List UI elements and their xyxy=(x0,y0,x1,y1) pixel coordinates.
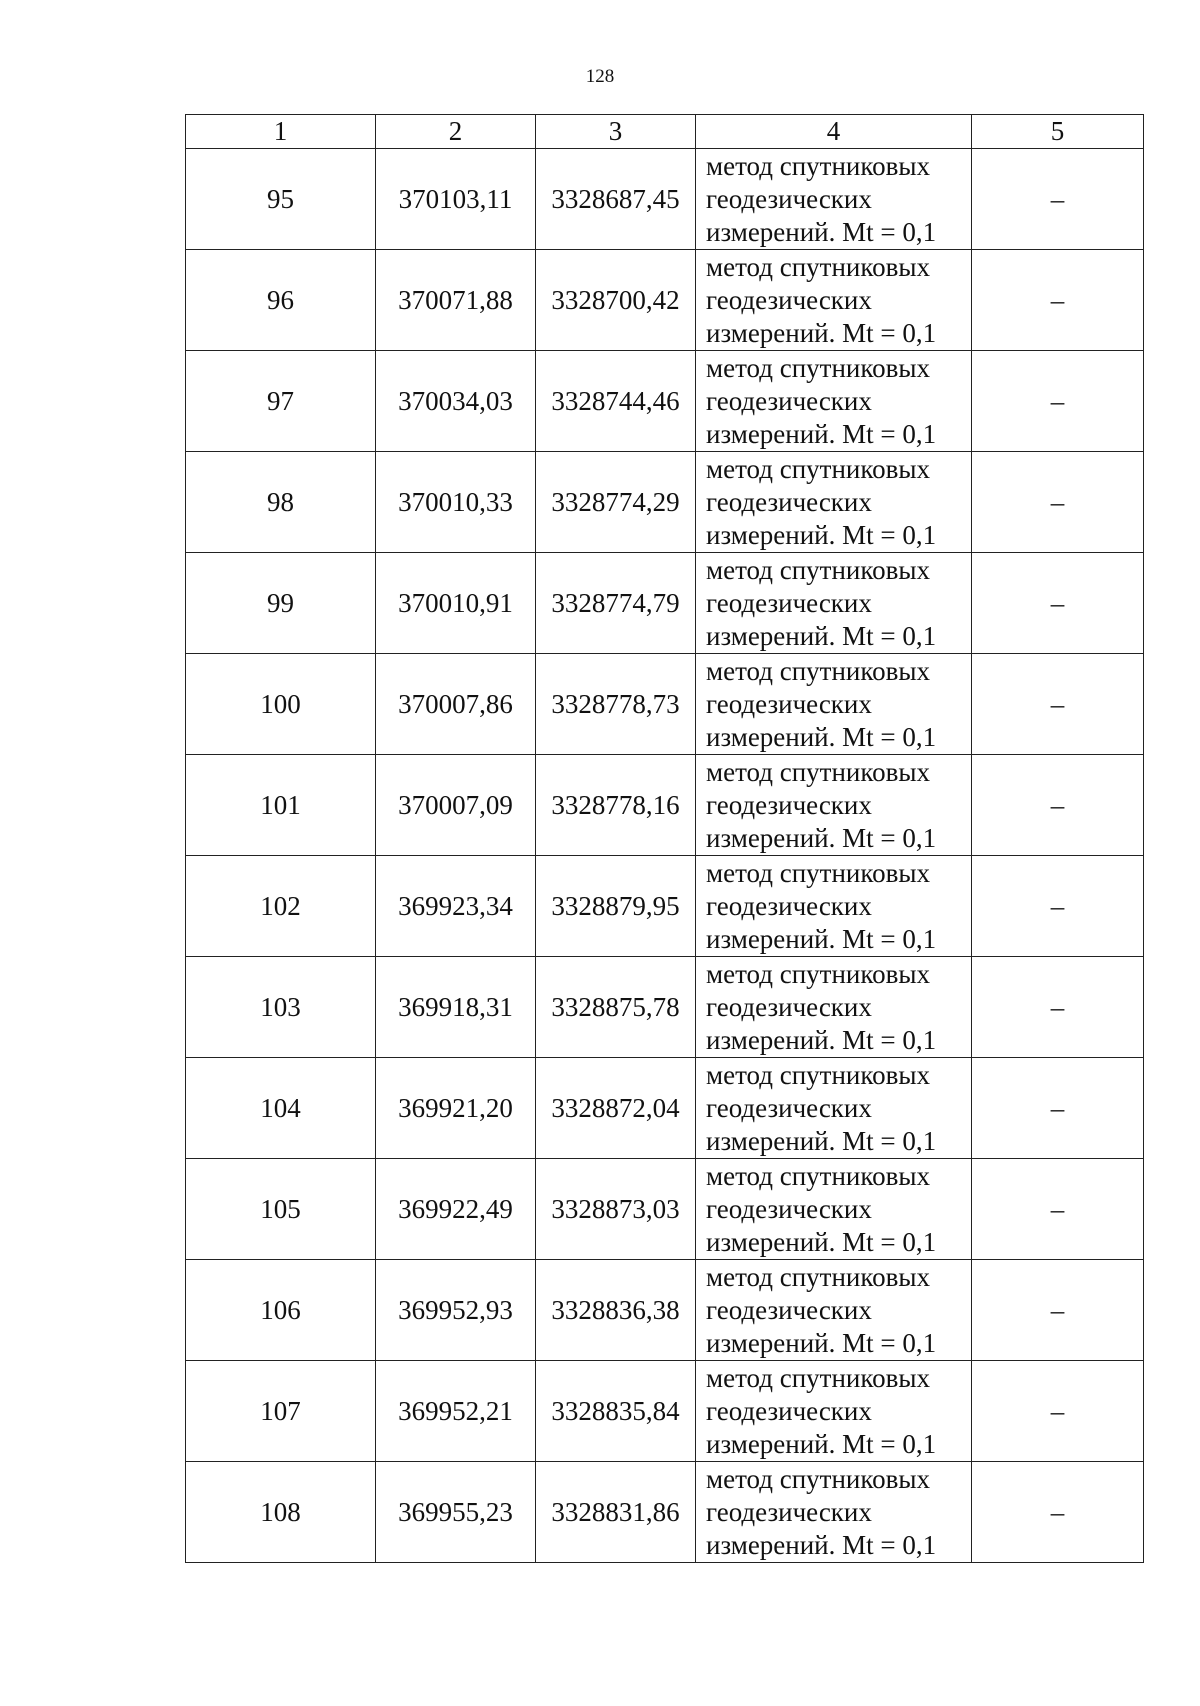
point-number-cell: 103 xyxy=(186,957,376,1058)
method-line: геодезических xyxy=(706,789,872,820)
method-line: геодезических xyxy=(706,587,872,618)
method-line: метод спутниковых xyxy=(706,1463,930,1494)
coordinate-y-cell: 3328875,78 xyxy=(536,957,696,1058)
method-line: измерений. Mt = 0,1 xyxy=(706,1125,937,1156)
method-line: метод спутниковых xyxy=(706,655,930,686)
method-cell xyxy=(696,452,972,553)
coordinate-y-cell: 3328872,04 xyxy=(536,1058,696,1159)
method-text xyxy=(706,1059,971,1158)
note-cell: – xyxy=(972,1058,1144,1159)
method-line: измерений. Mt = 0,1 xyxy=(706,620,937,651)
note-cell: – xyxy=(972,553,1144,654)
method-line: измерений. Mt = 0,1 xyxy=(706,1226,937,1257)
point-number-cell: 106 xyxy=(186,1260,376,1361)
method-cell xyxy=(696,351,972,452)
note-cell: – xyxy=(972,1260,1144,1361)
point-number-cell: 95 xyxy=(186,149,376,250)
method-text xyxy=(706,150,971,249)
method-line: метод спутниковых xyxy=(706,857,930,888)
point-number-cell: 96 xyxy=(186,250,376,351)
coordinate-y-cell: 3328778,16 xyxy=(536,755,696,856)
method-line: измерений. Mt = 0,1 xyxy=(706,822,937,853)
coordinate-y-cell: 3328700,42 xyxy=(536,250,696,351)
table-row xyxy=(186,957,1144,1058)
coordinate-x-cell: 370010,33 xyxy=(376,452,536,553)
method-line: измерений. Mt = 0,1 xyxy=(706,418,937,449)
method-line: метод спутниковых xyxy=(706,150,930,181)
method-line: геодезических xyxy=(706,688,872,719)
method-line: метод спутниковых xyxy=(706,352,930,383)
table-row xyxy=(186,1058,1144,1159)
method-line: геодезических xyxy=(706,1496,872,1527)
point-number-cell: 97 xyxy=(186,351,376,452)
note-cell: – xyxy=(972,1462,1144,1563)
method-cell xyxy=(696,755,972,856)
method-cell xyxy=(696,1462,972,1563)
method-line: геодезических xyxy=(706,284,872,315)
table-row xyxy=(186,149,1144,250)
note-cell: – xyxy=(972,957,1144,1058)
method-line: метод спутниковых xyxy=(706,756,930,787)
coordinate-y-cell: 3328774,29 xyxy=(536,452,696,553)
method-cell xyxy=(696,1159,972,1260)
table-row xyxy=(186,250,1144,351)
table-row xyxy=(186,1462,1144,1563)
point-number-cell: 104 xyxy=(186,1058,376,1159)
coordinate-y-cell: 3328778,73 xyxy=(536,654,696,755)
column-header-5: 5 xyxy=(972,115,1144,149)
method-text xyxy=(706,1463,971,1562)
coordinate-y-cell: 3328831,86 xyxy=(536,1462,696,1563)
table-row xyxy=(186,1159,1144,1260)
coordinate-y-cell: 3328836,38 xyxy=(536,1260,696,1361)
coordinate-y-cell: 3328879,95 xyxy=(536,856,696,957)
note-cell: – xyxy=(972,149,1144,250)
method-line: геодезических xyxy=(706,890,872,921)
note-cell: – xyxy=(972,856,1144,957)
method-line: метод спутниковых xyxy=(706,958,930,989)
coordinate-x-cell: 370007,09 xyxy=(376,755,536,856)
method-line: измерений. Mt = 0,1 xyxy=(706,317,937,348)
coordinate-y-cell: 3328744,46 xyxy=(536,351,696,452)
table-row xyxy=(186,856,1144,957)
note-cell: – xyxy=(972,452,1144,553)
method-line: геодезических xyxy=(706,991,872,1022)
note-cell: – xyxy=(972,755,1144,856)
method-line: геодезических xyxy=(706,1092,872,1123)
column-header-2: 2 xyxy=(376,115,536,149)
point-number-cell: 100 xyxy=(186,654,376,755)
coordinate-x-cell: 370103,11 xyxy=(376,149,536,250)
coordinate-x-cell: 369921,20 xyxy=(376,1058,536,1159)
method-text xyxy=(706,251,971,350)
coordinate-x-cell: 370071,88 xyxy=(376,250,536,351)
method-line: метод спутниковых xyxy=(706,554,930,585)
coordinate-x-cell: 369918,31 xyxy=(376,957,536,1058)
method-cell xyxy=(696,1361,972,1462)
point-number-cell: 105 xyxy=(186,1159,376,1260)
method-line: метод спутниковых xyxy=(706,453,930,484)
method-line: измерений. Mt = 0,1 xyxy=(706,1529,937,1560)
method-line: геодезических xyxy=(706,183,872,214)
method-cell xyxy=(696,1260,972,1361)
method-cell xyxy=(696,1058,972,1159)
method-line: метод спутниковых xyxy=(706,1261,930,1292)
method-text xyxy=(706,655,971,754)
coordinates-table xyxy=(185,114,1144,1563)
table-row xyxy=(186,553,1144,654)
method-line: геодезических xyxy=(706,1294,872,1325)
point-number-cell: 101 xyxy=(186,755,376,856)
point-number-cell: 102 xyxy=(186,856,376,957)
coordinate-x-cell: 370007,86 xyxy=(376,654,536,755)
method-cell xyxy=(696,654,972,755)
table-row xyxy=(186,452,1144,553)
column-header-4: 4 xyxy=(696,115,972,149)
method-text xyxy=(706,958,971,1057)
method-line: метод спутниковых xyxy=(706,1059,930,1090)
coordinate-x-cell: 369923,34 xyxy=(376,856,536,957)
method-line: метод спутниковых xyxy=(706,1362,930,1393)
coordinate-x-cell: 369955,23 xyxy=(376,1462,536,1563)
method-cell xyxy=(696,553,972,654)
method-text xyxy=(706,756,971,855)
coordinate-x-cell: 370010,91 xyxy=(376,553,536,654)
page-number: 128 xyxy=(585,66,615,87)
method-text xyxy=(706,453,971,552)
method-line: геодезических xyxy=(706,1395,872,1426)
column-header-3: 3 xyxy=(536,115,696,149)
method-line: измерений. Mt = 0,1 xyxy=(706,519,937,550)
method-line: измерений. Mt = 0,1 xyxy=(706,1024,937,1055)
table-row xyxy=(186,654,1144,755)
note-cell: – xyxy=(972,1159,1144,1260)
table-row xyxy=(186,351,1144,452)
table-body xyxy=(186,149,1144,1563)
coordinate-x-cell: 369952,93 xyxy=(376,1260,536,1361)
method-text xyxy=(706,1261,971,1360)
table-row xyxy=(186,1260,1144,1361)
table-header-row xyxy=(186,115,1144,149)
note-cell: – xyxy=(972,351,1144,452)
coordinate-y-cell: 3328835,84 xyxy=(536,1361,696,1462)
note-cell: – xyxy=(972,250,1144,351)
point-number-cell: 99 xyxy=(186,553,376,654)
coordinate-x-cell: 369952,21 xyxy=(376,1361,536,1462)
method-line: метод спутниковых xyxy=(706,1160,930,1191)
note-cell: – xyxy=(972,654,1144,755)
method-cell xyxy=(696,149,972,250)
method-text xyxy=(706,1362,971,1461)
table-row xyxy=(186,755,1144,856)
method-cell xyxy=(696,250,972,351)
method-line: измерений. Mt = 0,1 xyxy=(706,923,937,954)
method-text xyxy=(706,857,971,956)
method-line: измерений. Mt = 0,1 xyxy=(706,1428,937,1459)
coordinate-x-cell: 370034,03 xyxy=(376,351,536,452)
method-cell xyxy=(696,957,972,1058)
method-text xyxy=(706,1160,971,1259)
method-line: геодезических xyxy=(706,385,872,416)
method-text xyxy=(706,352,971,451)
method-line: измерений. Mt = 0,1 xyxy=(706,216,937,247)
coordinate-y-cell: 3328687,45 xyxy=(536,149,696,250)
method-line: измерений. Mt = 0,1 xyxy=(706,1327,937,1358)
method-cell xyxy=(696,856,972,957)
coordinate-x-cell: 369922,49 xyxy=(376,1159,536,1260)
coordinate-y-cell: 3328774,79 xyxy=(536,553,696,654)
note-cell: – xyxy=(972,1361,1144,1462)
column-header-1: 1 xyxy=(186,115,376,149)
coordinate-y-cell: 3328873,03 xyxy=(536,1159,696,1260)
point-number-cell: 107 xyxy=(186,1361,376,1462)
method-line: метод спутниковых xyxy=(706,251,930,282)
point-number-cell: 98 xyxy=(186,452,376,553)
point-number-cell: 108 xyxy=(186,1462,376,1563)
method-line: геодезических xyxy=(706,1193,872,1224)
method-text xyxy=(706,554,971,653)
method-line: геодезических xyxy=(706,486,872,517)
table-row xyxy=(186,1361,1144,1462)
method-line: измерений. Mt = 0,1 xyxy=(706,721,937,752)
